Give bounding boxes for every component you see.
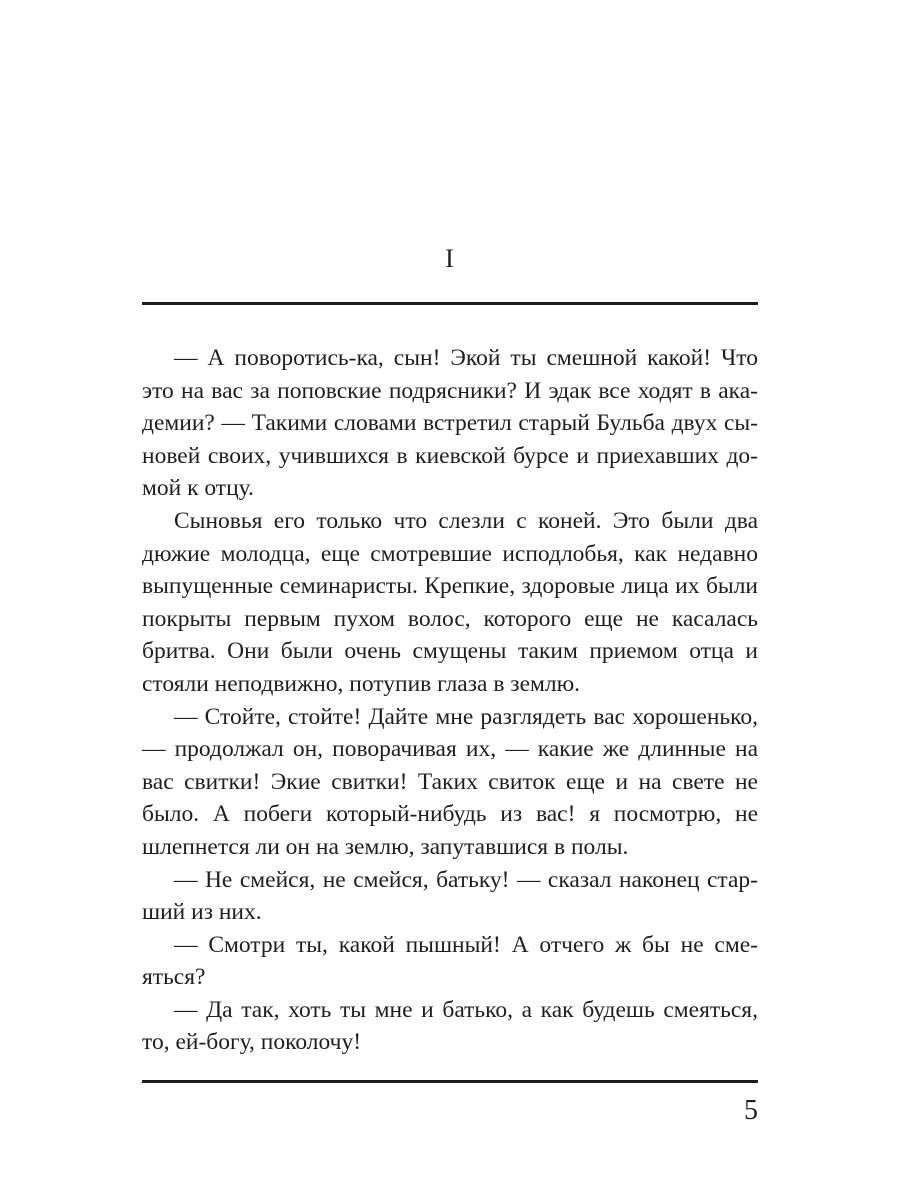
bottom-rule: [142, 1080, 758, 1083]
paragraph: — Стойте, стойте! Дайте мне разглядеть вас хорошенько, — продолжал он, поворачивая их, — какие же длинные на вас свитки! Экие свитки! Таких свиток еще и на свете не было. А побеги который-нибудь из вас! я посмотрю, не шлепнется ли он на землю, запутавшися в полы.: [142, 703, 758, 860]
paragraph: — Да так, хоть ты мне и батько, а как будешь смеяться, то, ей-богу, поколочу!: [142, 996, 758, 1056]
paragraph: Сыновья его только что слезли с коней. Это были два дюжие молодца, еще смотревшие исподлобья, как недавно выпущенные семинаристы. Крепкие, здоровые лица их были покрыты первым пухом волос, которого еще не касалась бритва. Они были очень смущены таким приемом отца и стояли неподвижно, потупив глаза в землю.: [142, 507, 758, 697]
paragraph: — Смотри ты, какой пышный! А отчего ж бы не смеяться?: [142, 931, 758, 991]
body-text: [142, 342, 758, 1059]
top-rule: [142, 302, 758, 305]
page-number: 5: [744, 1095, 758, 1126]
chapter-number: I: [445, 244, 455, 273]
paragraph: — Не смейся, не смейся, батьку! — сказал наконец старший из них.: [142, 866, 758, 926]
paragraph: — А поворотись-ка, сын! Экой ты смешной какой! Что это на вас за поповские подрясники? И эдак все ходят в академии? — Такими словами встретил старый Бульба двух сыновей своих, учившихся в киевской бурсе и приехавших домой к отцу.: [142, 345, 758, 502]
